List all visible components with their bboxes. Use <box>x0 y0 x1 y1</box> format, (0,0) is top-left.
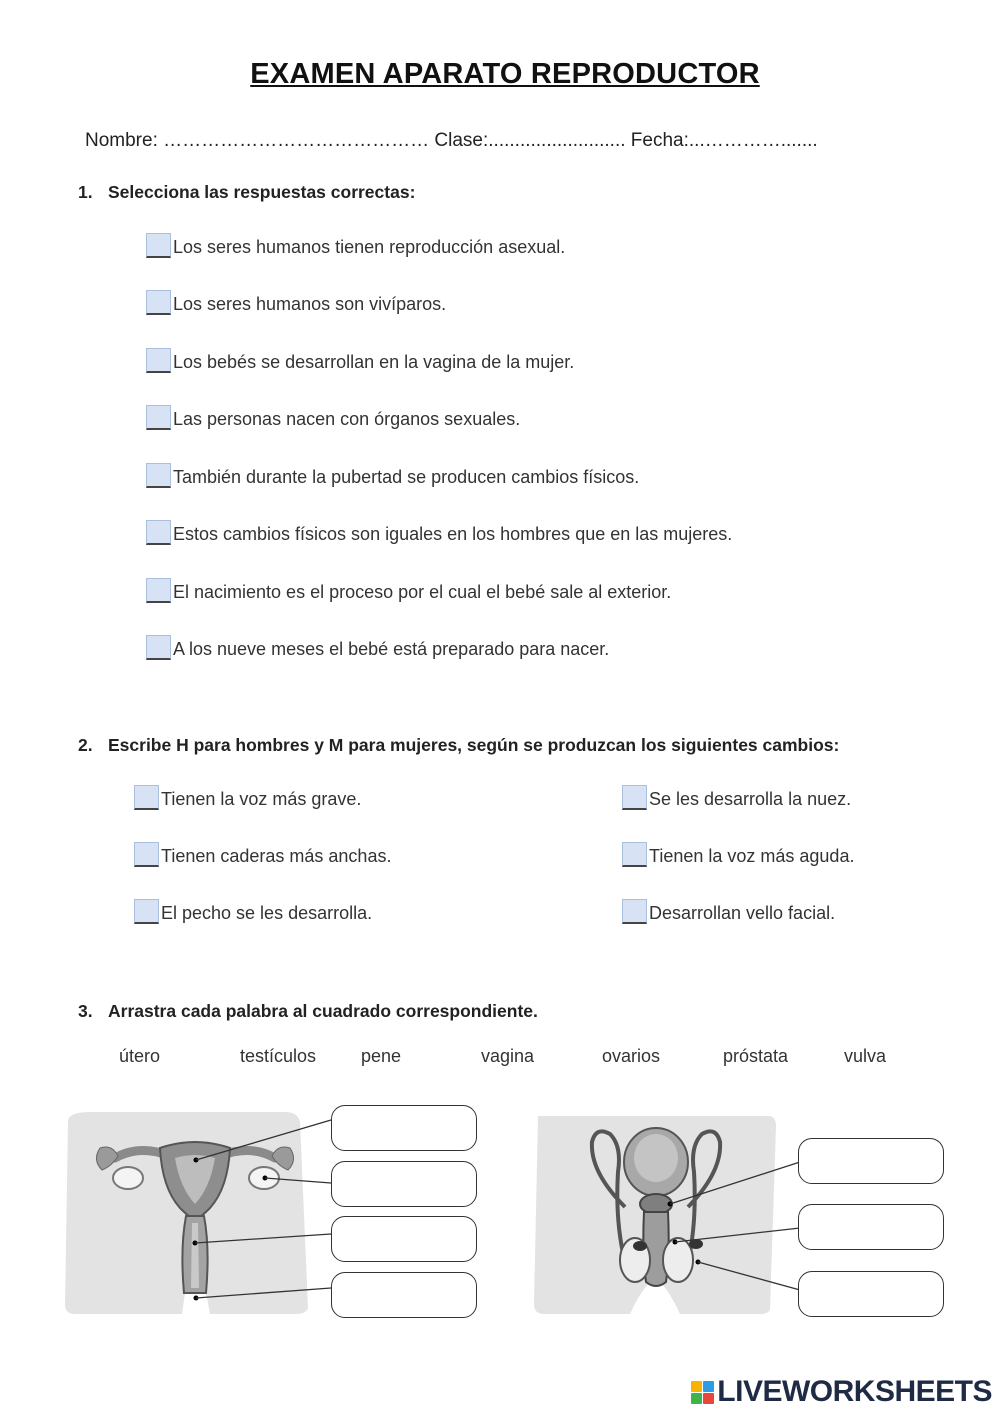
drag-word-utero[interactable]: útero <box>119 1046 161 1066</box>
q1-checkbox-3[interactable] <box>146 348 171 373</box>
q1-item-7-label: El nacimiento es el proceso por el cual el bebé sale al exterior. <box>173 582 672 602</box>
question-1-number: 1. <box>78 182 93 202</box>
logo-square-4 <box>703 1393 714 1404</box>
q1-checkbox-7[interactable] <box>146 578 171 603</box>
q1-item-1 <box>146 230 565 258</box>
q1-checkbox-8[interactable] <box>146 635 171 660</box>
question-2-number: 2. <box>78 735 93 755</box>
q1-item-1-label: Los seres humanos tienen reproducción asexual. <box>173 237 566 257</box>
q1-checkbox-2[interactable] <box>146 290 171 315</box>
female-drop-box-1[interactable] <box>331 1105 477 1151</box>
liveworksheets-logo-icon <box>691 1381 714 1404</box>
question-2-text: Escribe H para hombres y M para mujeres, según se produzcan los siguientes cambios: <box>108 735 840 755</box>
q1-checkbox-6[interactable] <box>146 520 171 545</box>
q2-right-item-2 <box>622 839 854 867</box>
q1-item-3 <box>146 345 574 373</box>
q1-checkbox-4[interactable] <box>146 405 171 430</box>
q1-item-8 <box>146 632 609 660</box>
male-drop-box-1[interactable] <box>798 1138 944 1184</box>
liveworksheets-logo-text: LIVEWORKSHEETS <box>717 1375 992 1408</box>
q2-answer-box-left-2[interactable] <box>134 842 159 867</box>
male-drop-box-2[interactable] <box>798 1204 944 1250</box>
q1-item-4-label: Las personas nacen con órganos sexuales. <box>173 409 521 429</box>
female-drop-box-2[interactable] <box>331 1161 477 1207</box>
q2-right-item-3-label: Desarrollan vello facial. <box>649 903 836 923</box>
q1-item-6 <box>146 517 732 545</box>
male-pointer-lines <box>660 1150 810 1300</box>
q2-answer-box-right-3[interactable] <box>622 899 647 924</box>
q2-left-item-3 <box>134 896 372 924</box>
question-3-number: 3. <box>78 1001 93 1021</box>
student-info-line <box>85 130 818 152</box>
q2-left-item-3-label: El pecho se les desarrolla. <box>161 903 373 923</box>
q2-right-item-3 <box>622 896 835 924</box>
logo-square-1 <box>691 1381 702 1392</box>
q2-answer-box-left-1[interactable] <box>134 785 159 810</box>
q1-item-5 <box>146 460 639 488</box>
q1-item-5-label: También durante la pubertad se producen cambios físicos. <box>173 467 640 487</box>
student-info-text: Nombre: …………………………………… Clase:.......................... Fecha:...…………....... <box>85 130 818 151</box>
drag-word-vagina[interactable]: vagina <box>481 1046 535 1066</box>
logo-square-3 <box>691 1393 702 1404</box>
page-title: EXAMEN APARATO REPRODUCTOR <box>250 58 760 90</box>
logo-square-2 <box>703 1381 714 1392</box>
q1-item-6-label: Estos cambios físicos son iguales en los hombres que en las mujeres. <box>173 524 733 544</box>
q2-right-item-1-label: Se les desarrolla la nuez. <box>649 789 852 809</box>
q1-checkbox-1[interactable] <box>146 233 171 258</box>
q1-item-2-label: Los seres humanos son vivíparos. <box>173 294 447 314</box>
drag-word-pene[interactable]: pene <box>361 1046 402 1066</box>
liveworksheets-logo <box>691 1375 992 1409</box>
female-drop-box-4[interactable] <box>331 1272 477 1318</box>
q2-left-item-1 <box>134 782 361 810</box>
female-pointer-lines <box>190 1108 340 1308</box>
question-1-text: Selecciona las respuestas correctas: <box>108 182 416 202</box>
drag-word-prostata[interactable]: próstata <box>723 1046 789 1066</box>
question-3-title <box>78 1001 538 1022</box>
drag-word-ovarios[interactable]: ovarios <box>602 1046 661 1066</box>
q1-item-7 <box>146 575 671 603</box>
drag-word-testiculos[interactable]: testículos <box>240 1046 317 1066</box>
q2-right-item-2-label: Tienen la voz más aguda. <box>649 846 855 866</box>
q2-left-item-1-label: Tienen la voz más grave. <box>161 789 362 809</box>
male-drop-box-3[interactable] <box>798 1271 944 1317</box>
q2-answer-box-right-1[interactable] <box>622 785 647 810</box>
q2-right-item-1 <box>622 782 851 810</box>
q1-item-2 <box>146 287 446 315</box>
q2-left-item-2 <box>134 839 391 867</box>
question-1-title <box>78 182 415 203</box>
drag-word-vulva[interactable]: vulva <box>844 1046 887 1066</box>
question-3-text: Arrastra cada palabra al cuadrado correspondiente. <box>108 1001 538 1021</box>
q2-answer-box-right-2[interactable] <box>622 842 647 867</box>
q2-answer-box-left-3[interactable] <box>134 899 159 924</box>
q1-item-4 <box>146 402 520 430</box>
question-2-title <box>78 735 839 756</box>
q2-left-item-2-label: Tienen caderas más anchas. <box>161 846 392 866</box>
q1-item-3-label: Los bebés se desarrollan en la vagina de la mujer. <box>173 352 575 372</box>
q1-item-8-label: A los nueve meses el bebé está preparado para nacer. <box>173 639 610 659</box>
female-drop-box-3[interactable] <box>331 1216 477 1262</box>
q1-checkbox-5[interactable] <box>146 463 171 488</box>
